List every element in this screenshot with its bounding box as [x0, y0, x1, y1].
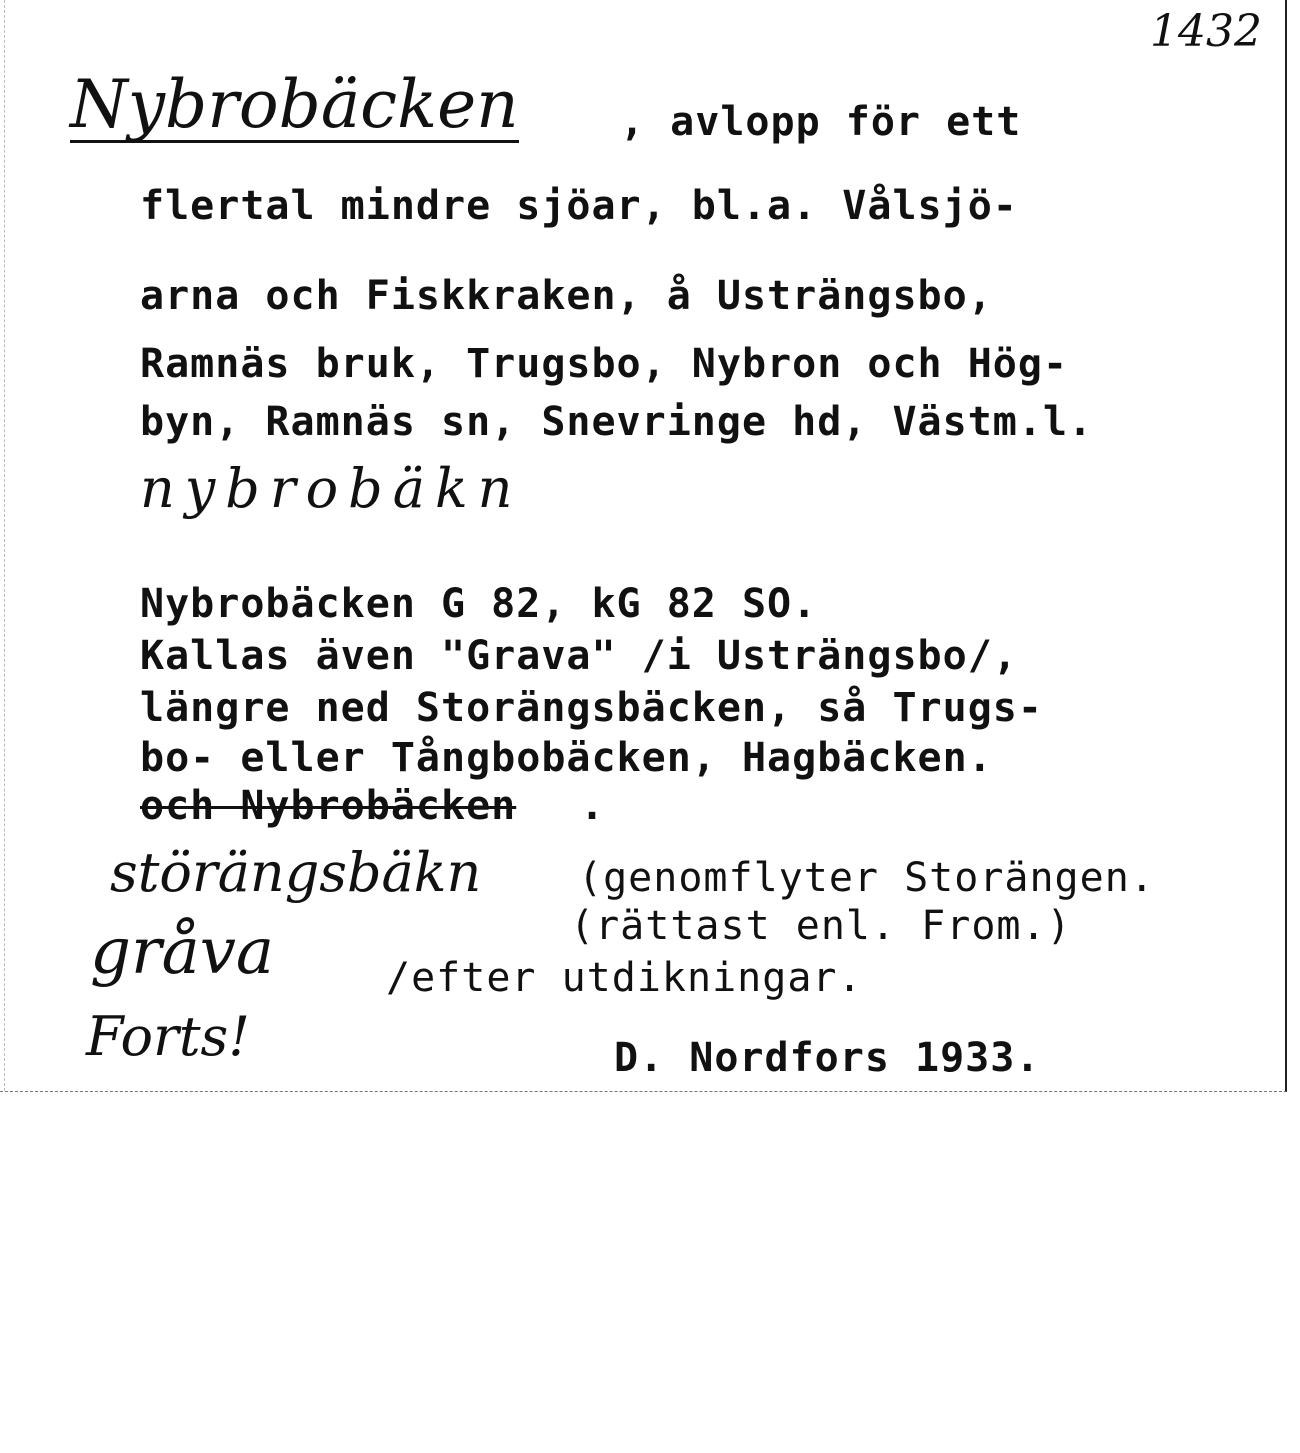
phonetic-transcription-3: gråva: [90, 915, 275, 989]
note-line-3: /efter utdikningar.: [386, 955, 863, 1001]
text-line-2: flertal mindre sjöar, bl.a. Vålsjö-: [140, 183, 1018, 229]
phonetic-transcription-2: störängsbäkn: [110, 841, 482, 904]
card-number: 1432: [1150, 6, 1262, 57]
text-line-8: längre ned Storängsbäcken, så Trugs-: [140, 685, 1043, 731]
headword: Nybrobäcken: [70, 66, 519, 143]
note-line-1: (genomflyter Storängen.: [578, 855, 1155, 901]
text-line-9: bo- eller Tångbobäcken, Hagbäcken.: [140, 735, 993, 781]
text-line-1: , avlopp för ett: [620, 99, 1022, 145]
text-line-5: byn, Ramnäs sn, Snevringe hd, Västm.l.: [140, 399, 1094, 445]
continued-note: Forts!: [86, 1005, 250, 1068]
struck-text: och Nybrobäcken: [140, 783, 517, 829]
signature: D. Nordfors 1933.: [614, 1035, 1041, 1081]
text-line-3: arna och Fiskkraken, å Usträngsbo,: [140, 273, 993, 319]
note-line-2: (rättast enl. From.): [570, 903, 1072, 949]
phonetic-transcription-1: nybrobäkn: [140, 457, 523, 520]
struck-line-period: .: [580, 783, 606, 829]
text-line-4: Ramnäs bruk, Trugsbo, Nybron och Hög-: [140, 341, 1069, 387]
text-line-7: Kallas även "Grava" /i Usträngsbo/,: [140, 633, 1018, 679]
text-line-6: Nybrobäcken G 82, kG 82 SO.: [140, 581, 818, 627]
